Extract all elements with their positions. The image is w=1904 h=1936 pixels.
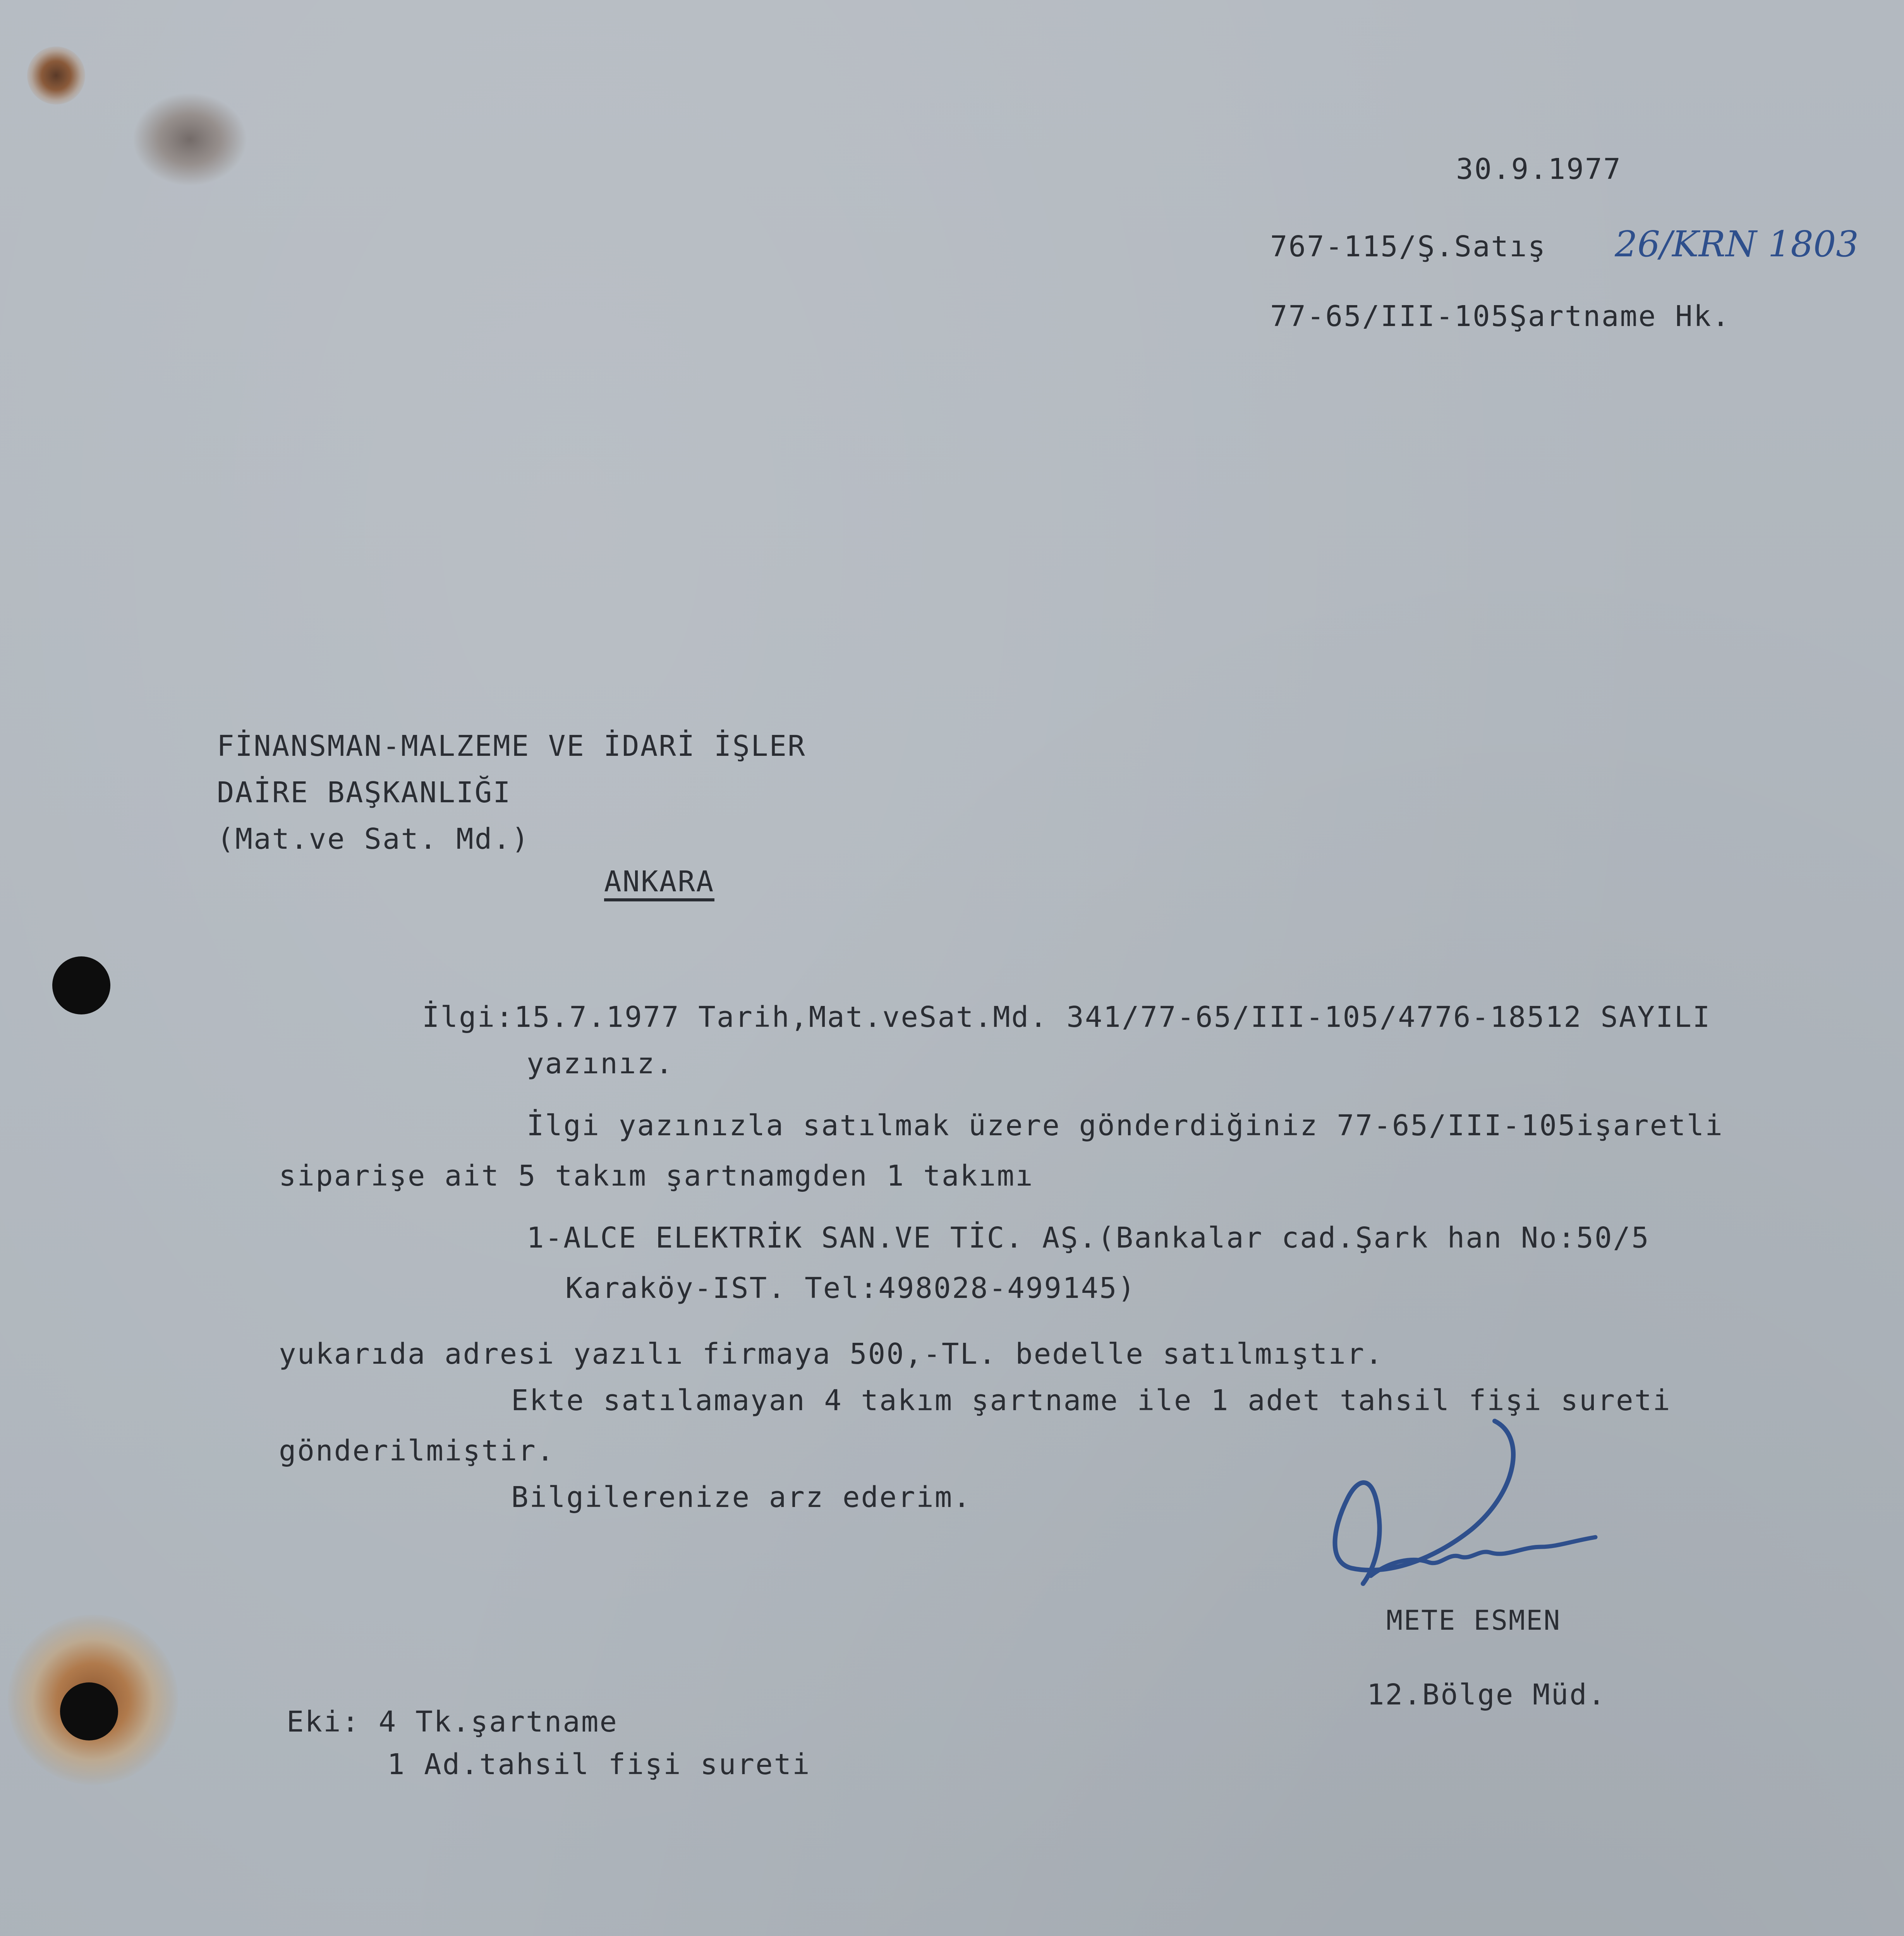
rust-stain-top [27,46,85,105]
handwritten-reference: 26/KRN 1803 [1615,223,1859,265]
punch-hole-upper [52,956,110,1014]
handwritten-signature [1324,1413,1619,1630]
recipient-line-2: DAİRE BAŞKANLIĞI [217,776,512,809]
punch-hole-lower [60,1682,118,1740]
buyer-line-1: 1-ALCE ELEKTRİK SAN.VE TİC. AŞ.(Bankalar cad.Şark han No:50/5 [527,1221,1650,1255]
paragraph-3-line-1: Ekte satılamayan 4 takım şartname ile 1 adet tahsil fişi sureti [511,1384,1671,1417]
reference-line-1: 767-115/Ş.Satış [1270,230,1547,263]
paragraph-1-line-1: İlgi yazınızla satılmak üzere gönderdiğiniz 77-65/III-105işaretli [527,1109,1724,1142]
reference-line-2: 77-65/III-105Şartname Hk. [1270,300,1731,333]
attachment-line-2: 1 Ad.tahsil fişi sureti [387,1748,811,1781]
recipient-line-1: FİNANSMAN-MALZEME VE İDARİ İŞLER [217,729,806,763]
paragraph-3-line-2: gönderilmiştir. [279,1434,555,1467]
buyer-line-2: Karaköy-IST. Tel:498028-499145) [565,1272,1137,1305]
document-date: 30.9.1977 [1456,153,1622,186]
paragraph-1-line-2: siparişe ait 5 takım şartnamgden 1 takımı [279,1159,1034,1193]
closing-line: Bilgilerenize arz ederim. [511,1481,972,1514]
attachment-line-1: Eki: 4 Tk.şartname [287,1705,618,1739]
paragraph-2-line-1: yukarıda adresi yazılı firmaya 500,-TL. bedelle satılmıştır. [279,1337,1384,1371]
ilgi-line-1: İlgi:15.7.1977 Tarih,Mat.veSat.Md. 341/77-65/III-105/4776-18512 SAYILI [422,1001,1711,1034]
recipient-line-3: (Mat.ve Sat. Md.) [217,822,530,856]
signatory-title: 12.Bölge Müd. [1367,1678,1607,1711]
recipient-city: ANKARA [604,867,714,901]
ilgi-line-2: yazınız. [527,1047,674,1080]
stain-speckle-top [128,89,252,190]
signatory-name: METE ESMEN [1386,1605,1561,1636]
